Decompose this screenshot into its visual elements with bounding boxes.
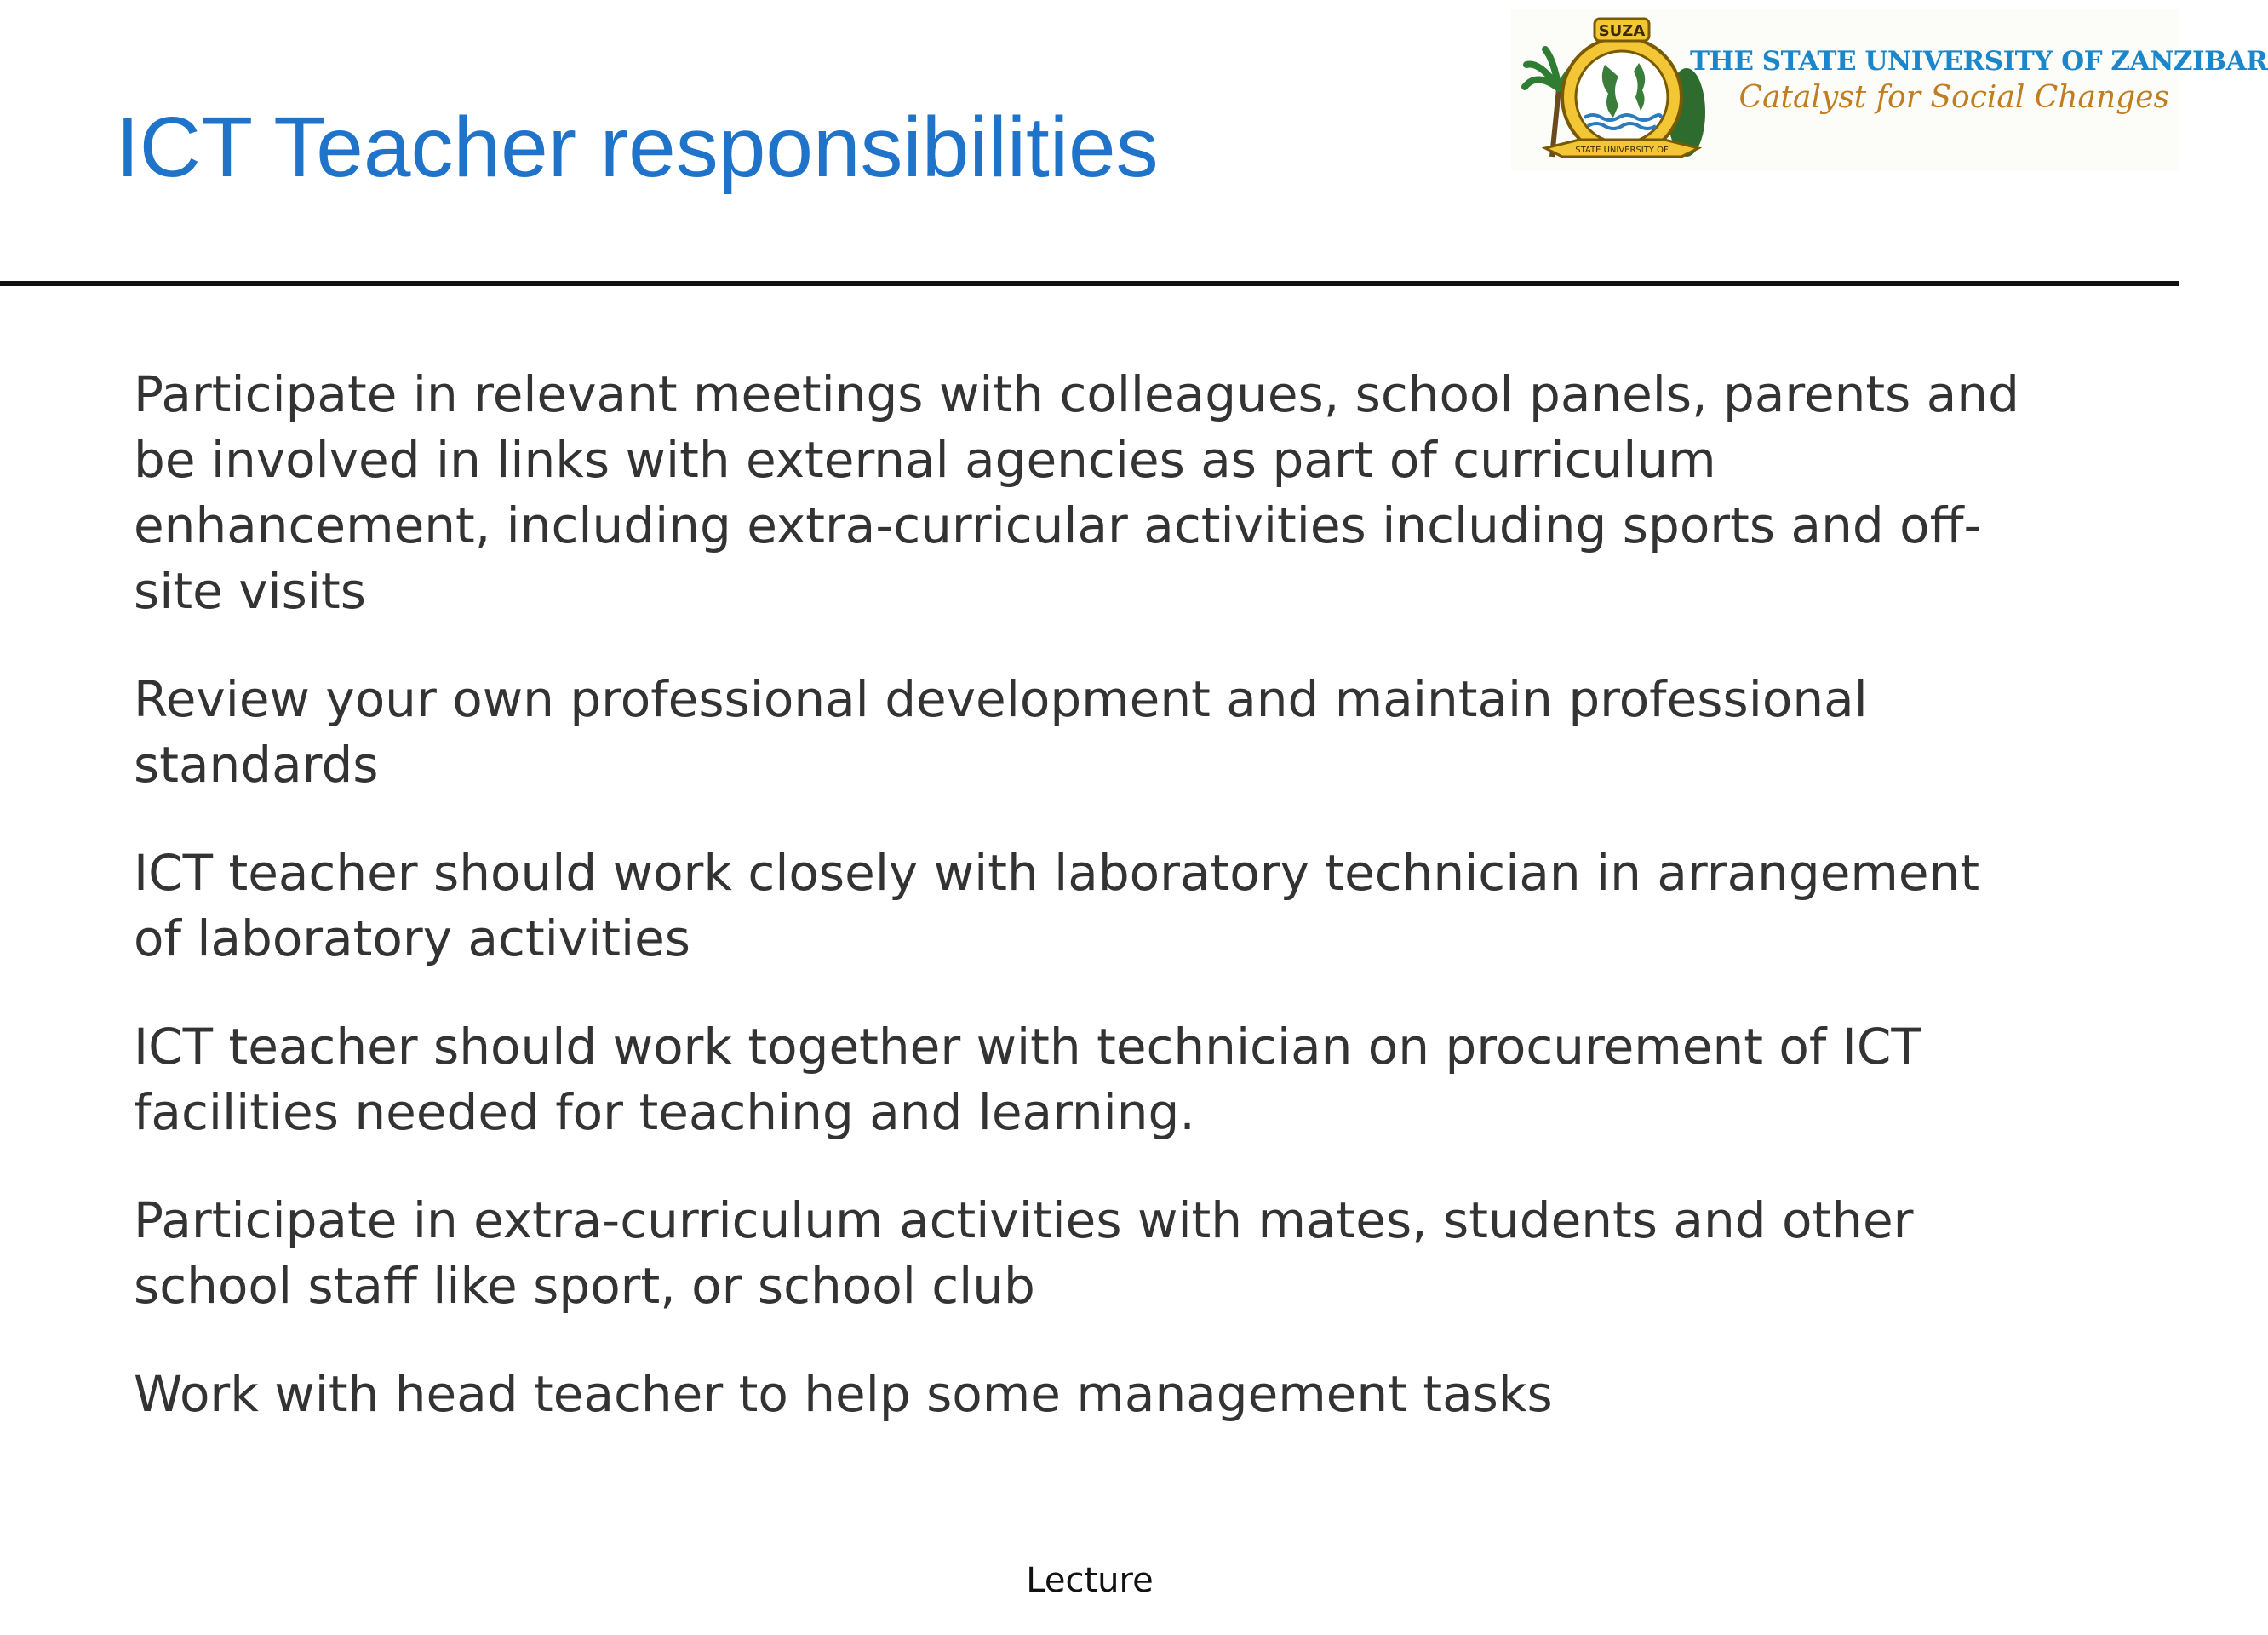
slide-title: ICT Teacher responsibilities <box>116 100 1159 195</box>
list-item: Participate in relevant meetings with colleagues, school panels, parents and be involved in links with external agencies as part of curriculum enhancement, including extra-curricular activities including sports and off-site visits <box>134 365 2019 620</box>
university-seal-icon <box>1520 12 1707 170</box>
university-logo <box>1511 9 2268 170</box>
bullet-list <box>134 362 2041 1470</box>
university-tagline: Catalyst for Social Changes <box>1738 80 2169 115</box>
list-item: Participate in extra-curriculum activities with mates, students and other school staff like sport, or school club <box>134 1191 1914 1315</box>
seal-ribbon-text: STATE UNIVERSITY OF <box>1575 146 1669 155</box>
slide-footer: Lecture <box>1026 1561 1154 1600</box>
university-name: THE STATE UNIVERSITY OF ZANZIBAR <box>1690 46 2268 77</box>
title-divider <box>0 281 2179 286</box>
list-item: Work with head teacher to help some management tasks <box>134 1365 1553 1423</box>
list-item: ICT teacher should work together with technician on procurement of ICT facilities needed for teaching and learning. <box>134 1018 1922 1141</box>
list-item: Review your own professional development and maintain professional standards <box>134 670 1868 794</box>
seal-top-text: SUZA <box>1598 22 1646 40</box>
list-item: ICT teacher should work closely with laboratory technician in arrangement of laboratory activities <box>134 844 1980 967</box>
